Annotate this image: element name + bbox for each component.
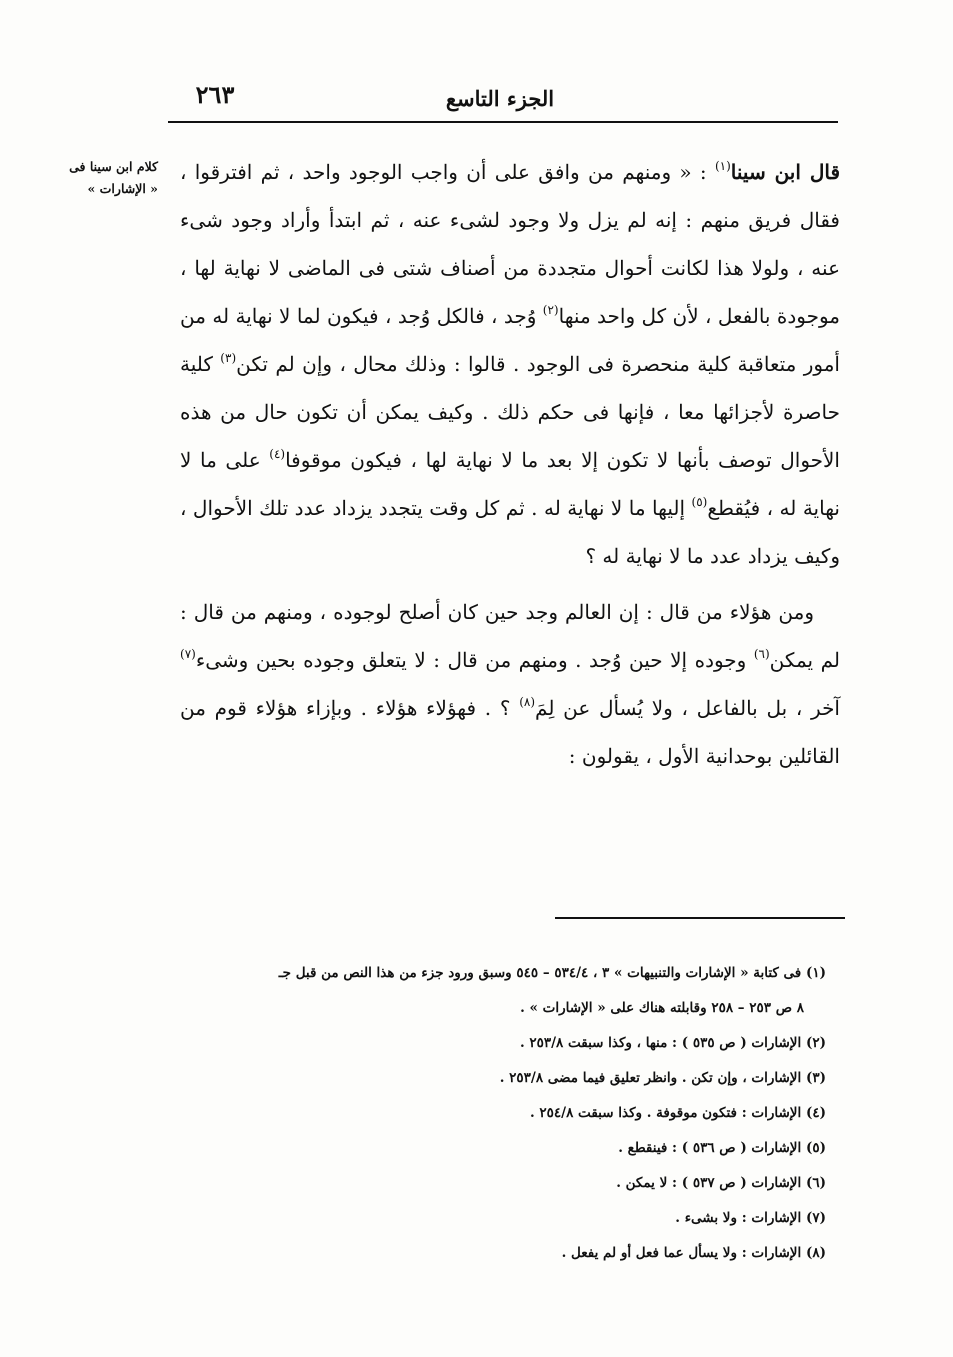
text-segment: على ما لا نهاية له ، فيُقطع <box>180 448 840 520</box>
footnote-6: (٦) الإشارات ( ص ٥٣٧ ) : لا يمكن . <box>616 1175 826 1191</box>
paragraph-2 <box>180 588 840 780</box>
text-segment: ؟ . فهؤلاء هؤلاء . وبإزاء هؤلاء قوم من القائلين بوحدانية الأول ، يقولون : <box>180 696 840 768</box>
running-header-title: الجزء التاسع <box>445 86 555 111</box>
footnote-ref-8: (٨) <box>519 695 536 709</box>
text-segment: : « ومنهم من وافق على أن واجب الوجود واحد ، ثم افترقوا ، فقال فريق منهم : إنه لم يزل ولا وجود لشىء عنه ، ثم ابتدأ وأراد وجود شىء عنه ، ولولا هذا لكانت أحوال متجددة من أصناف شتى فى الماضى لا نهاية لها ، موجودة بالفعل ، لأن كل واحد منها <box>180 160 840 328</box>
paragraph-1 <box>180 148 840 580</box>
footnote-4: (٤) الإشارات : فتكون موقوفة . وكذا سبقت ٢٥٤/٨ . <box>530 1105 826 1121</box>
footnote-7: (٧) الإشارات : ولا بشىء . <box>675 1210 826 1226</box>
footnote-5: (٥) الإشارات ( ص ٥٣٦ ) : فينقطع . <box>618 1140 826 1156</box>
footnote-ref-3: (٣) <box>220 351 237 365</box>
text-segment: وُجد ، فالكل وُجد ، فيكون لما لا نهاية له من أمور متعاقبة كلية منحصرة فى الوجود . قالوا : وذلك محال ، وإن لم تكن <box>180 304 840 376</box>
main-text <box>180 148 840 780</box>
margin-note-line: « الإشارات » <box>87 181 158 196</box>
footnote-8: (٨) الإشارات : ولا يسأل عما فعل أو لم يفعل . <box>561 1245 826 1261</box>
footnote-ref-4: (٤) <box>269 447 286 461</box>
lead-phrase: قال ابن سينا <box>730 160 840 184</box>
footnote-ref-6: (٦) <box>753 647 770 661</box>
text-segment: ومن هؤلاء من قال : إن العالم وجد حين كان أصلح لوجوده ، ومنهم من قال : لم يمكن <box>180 600 840 672</box>
footnote-1-continuation: ٨ ص ٢٥٣ – ٢٥٨ وقابلته هناك على « الإشارات » . <box>520 1000 804 1016</box>
footnote-ref-7: (٧) <box>180 647 196 661</box>
footnote-3: (٣) الإشارات ، وإن تكن . وانظر تعليق فيما مضى ٢٥٣/٨ . <box>499 1070 826 1086</box>
text-segment: آخر ، بل بالفاعل ، ولا يُسأل عن لِمَ <box>535 696 840 720</box>
text-segment: إليها ما لا نهاية له . ثم كل وقت يتجدد يزداد عدد تلك الأحوال ، وكيف يزداد عدد ما لا نهاية له ؟ <box>180 496 840 568</box>
header-rule <box>168 121 838 123</box>
footnote-rule <box>555 917 845 919</box>
footnote-ref-1: (١) <box>714 159 731 173</box>
margin-note <box>10 156 158 200</box>
footnote-1: (١) فى كتابة « الإشارات والتنبيهات » ٣ ، ٥٣٤/٤ – ٥٤٥ وسبق ورود جزء من هذا النص من قبل جـ <box>278 965 826 981</box>
footnote-ref-5: (٥) <box>691 495 708 509</box>
text-segment: كلية حاصرة لأجزائها معا ، فإنها فى حكم ذلك . وكيف يمكن أن تكون حال من هذه الأحوال توصف بأنها لا تكون إلا بعد ما لا نهاية لها ، فيكون موقوفا <box>180 352 840 472</box>
margin-note-line: كلام ابن سينا فى <box>69 159 158 174</box>
page-number: ٢٦٣ <box>195 80 235 109</box>
footnote-ref-2: (٢) <box>542 303 559 317</box>
footnote-2: (٢) الإشارات ( ص ٥٣٥ ) : منها ، وكذا سبقت ٢٥٣/٨ . <box>519 1035 826 1051</box>
text-segment: وجوده إلا حين وُجد . ومنهم من قال : لا يتعلق وجوده بحين وشىء <box>195 648 754 672</box>
footnotes <box>176 956 826 1271</box>
